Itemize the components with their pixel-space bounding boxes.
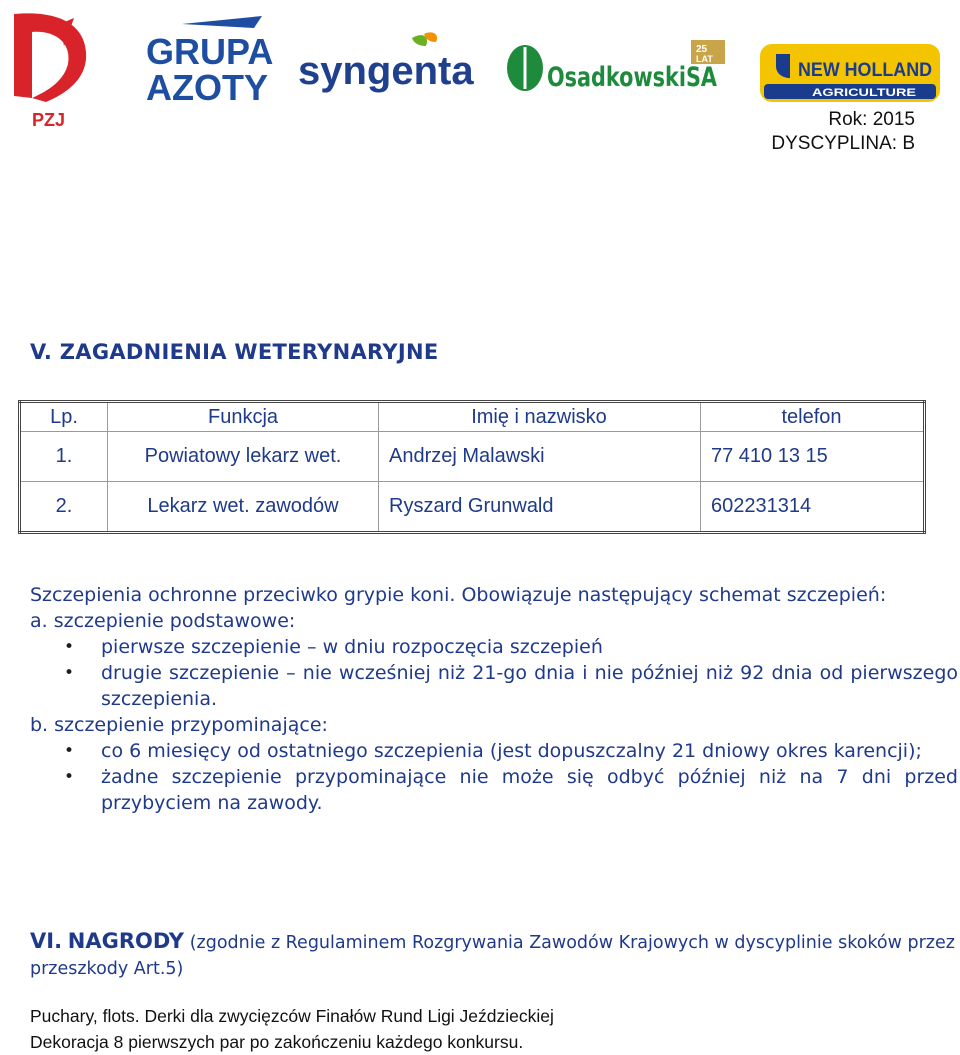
svg-text:syngenta: syngenta xyxy=(298,49,474,93)
table-cell: 1. xyxy=(20,432,108,482)
new-holland-logo xyxy=(760,44,940,102)
basic-vaccination-heading: a. szczepienie podstawowe: xyxy=(30,610,296,632)
table-header-row xyxy=(20,402,925,432)
table-row xyxy=(20,482,925,533)
discipline-label: DYSCYPLINA: B xyxy=(771,133,915,154)
table-cell: 2. xyxy=(20,482,108,533)
pzj-logo xyxy=(2,6,92,130)
table-cell: Lekarz wet. zawodów xyxy=(108,482,379,533)
table-cell: 602231314 xyxy=(701,482,925,533)
year-label: Rok: 2015 xyxy=(828,109,915,130)
svg-text:25: 25 xyxy=(696,44,708,55)
svg-text:OsadkowskiSA: OsadkowskiSA xyxy=(547,62,718,93)
svg-text:GRUPA: GRUPA xyxy=(146,31,274,72)
svg-text:PZJ: PZJ xyxy=(32,110,66,130)
osadkowski-logo xyxy=(503,38,733,102)
document-meta xyxy=(771,108,915,156)
svg-text:LAT: LAT xyxy=(696,54,713,64)
vaccination-schedule xyxy=(30,582,958,816)
booster-vaccination-heading: b. szczepienie przypominające: xyxy=(30,714,328,736)
table-row xyxy=(20,432,925,482)
list-item: • drugie szczepienie – nie wcześniej niż 21-go dnia i nie później niż 92 dnia od pierwszego szczepienia. xyxy=(64,662,958,710)
bullet-icon: • xyxy=(64,663,75,683)
section-title-awards: NAGRODY xyxy=(67,929,184,953)
table-cell: Ryszard Grunwald xyxy=(379,482,701,533)
awards-regulation-note: (zgodnie z Regulaminem Rozgrywania Zawodów Krajowych w dyscyplinie skoków przez przeszkody Art.5) xyxy=(30,933,955,979)
list-item: • co 6 miesięcy od ostatniego szczepienia (jest dopuszczalny 21 dniowy okres karencji); xyxy=(64,740,922,762)
column-header: Lp. xyxy=(20,402,108,432)
list-item: • pierwsze szczepienie – w dniu rozpoczęcia szczepień xyxy=(64,636,603,658)
bullet-icon: • xyxy=(64,637,75,657)
table-cell: Andrzej Malawski xyxy=(379,432,701,482)
list-item: • żadne szczepienie przypominające nie może się odbyć później niż na 7 dni przed przybyciem na zawody. xyxy=(64,766,958,814)
column-header: telefon xyxy=(701,402,925,432)
svg-text:AZOTY: AZOTY xyxy=(146,67,268,108)
booster-vaccination-list xyxy=(30,738,958,816)
vaccination-intro: Szczepienia ochronne przeciwko grypie koni. Obowiązuje następujący schemat szczepień: xyxy=(30,584,887,606)
basic-vaccination-list xyxy=(30,634,958,712)
ceremony-line: Dekoracja 8 pierwszych par po zakończeniu każdego konkursu. xyxy=(30,1032,524,1052)
awards-details xyxy=(30,1003,554,1055)
svg-text:NEW HOLLAND: NEW HOLLAND xyxy=(798,60,932,81)
bullet-icon: • xyxy=(64,767,75,787)
column-header: Funkcja xyxy=(108,402,379,432)
section-title-veterinary: V. ZAGADNIENIA WETERYNARYJNE xyxy=(30,340,439,364)
svg-text:AGRICULTURE: AGRICULTURE xyxy=(812,87,916,99)
veterinary-contacts-table xyxy=(18,400,926,534)
table-cell: Powiatowy lekarz wet. xyxy=(108,432,379,482)
column-header: Imię i nazwisko xyxy=(379,402,701,432)
awards-section xyxy=(30,928,958,982)
prizes-line: Puchary, flots. Derki dla zwycięzców Finałów Rund Ligi Jeździeckiej xyxy=(30,1006,554,1026)
syngenta-logo xyxy=(296,32,478,102)
section-number: VI. xyxy=(30,929,63,953)
bullet-icon: • xyxy=(64,741,75,761)
table-cell: 77 410 13 15 xyxy=(701,432,925,482)
grupa-azoty-logo xyxy=(142,14,284,108)
